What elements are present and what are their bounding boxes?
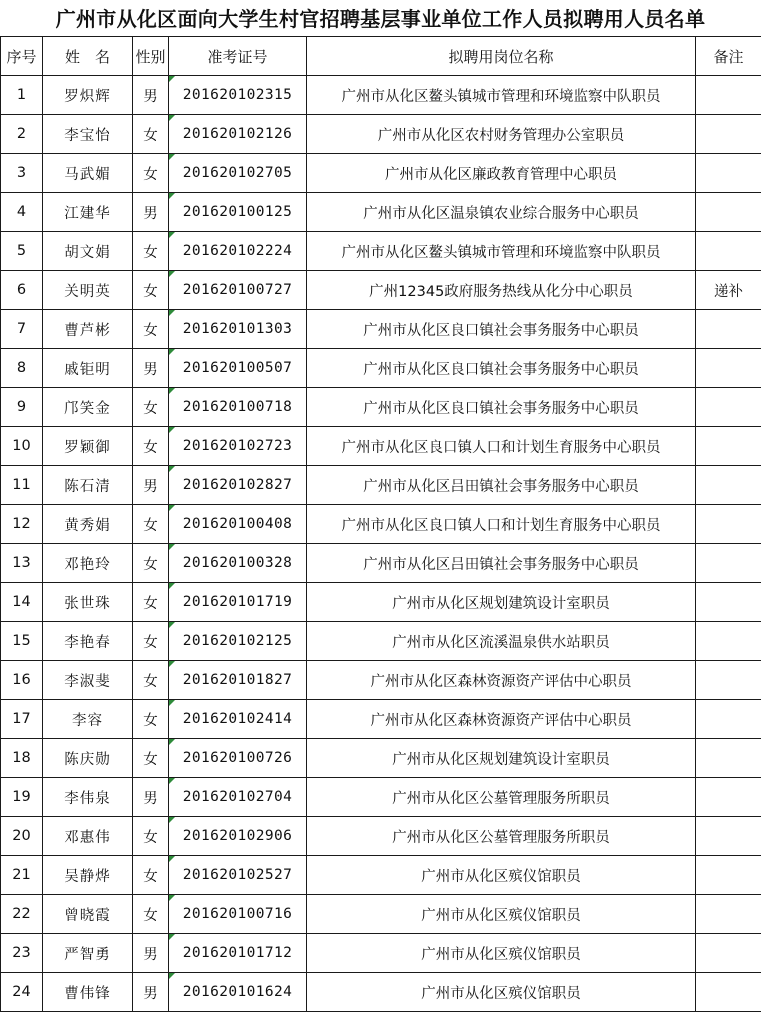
cell-post: 广州市从化区鳌头镇城市管理和环境监察中队职员: [307, 76, 696, 115]
cell-seq: 6: [1, 271, 43, 310]
table-row: [1, 193, 761, 232]
cell-post: 广州市从化区殡仪馆职员: [307, 934, 696, 973]
cell-name: 江建华: [43, 193, 133, 232]
cell-post: 广州市从化区良口镇社会事务服务中心职员: [307, 349, 696, 388]
exam-number-text: 201620100718: [182, 399, 293, 415]
cell-name: 马武媚: [43, 154, 133, 193]
cell-seq: 24: [1, 973, 43, 1012]
cell-flag-icon: [169, 232, 175, 238]
cell-flag-icon: [169, 544, 175, 550]
cell-post: 广州市从化区规划建筑设计室职员: [307, 583, 696, 622]
exam-number-text: 201620100716: [182, 906, 293, 922]
table-row: [1, 388, 761, 427]
cell-post: 广州市从化区鳌头镇城市管理和环境监察中队职员: [307, 232, 696, 271]
cell-name: 罗炽辉: [43, 76, 133, 115]
cell-flag-icon: [169, 349, 175, 355]
cell-post: 广州市从化区良口镇社会事务服务中心职员: [307, 388, 696, 427]
cell-post: 广州市从化区吕田镇社会事务服务中心职员: [307, 544, 696, 583]
cell-gender: 女: [133, 232, 169, 271]
cell-name: 曹芦彬: [43, 310, 133, 349]
cell-exam-no: [169, 349, 307, 388]
cell-flag-icon: [169, 310, 175, 316]
cell-exam-no: [169, 856, 307, 895]
cell-remark: [696, 661, 761, 700]
cell-remark: [696, 895, 761, 934]
cell-name: 李淑斐: [43, 661, 133, 700]
cell-exam-no: [169, 778, 307, 817]
cell-gender: 女: [133, 271, 169, 310]
table-row: [1, 505, 761, 544]
cell-name: 邓惠伟: [43, 817, 133, 856]
cell-name: 李伟泉: [43, 778, 133, 817]
cell-exam-no: [169, 895, 307, 934]
exam-number-text: 201620100507: [182, 360, 293, 376]
cell-remark: [696, 232, 761, 271]
column-header-exam-no: 准考证号: [169, 37, 307, 76]
exam-number-text: 201620100726: [182, 750, 293, 766]
cell-gender: 女: [133, 622, 169, 661]
cell-remark: [696, 973, 761, 1012]
table-row: [1, 778, 761, 817]
cell-remark: [696, 583, 761, 622]
table-row: [1, 700, 761, 739]
cell-exam-no: [169, 622, 307, 661]
cell-post: 广州市从化区廉政教育管理中心职员: [307, 154, 696, 193]
exam-number-text: 201620100125: [182, 204, 293, 220]
exam-number-text: 201620102125: [182, 633, 293, 649]
cell-name: 邝笑金: [43, 388, 133, 427]
cell-remark: [696, 154, 761, 193]
cell-gender: 女: [133, 583, 169, 622]
cell-flag-icon: [169, 466, 175, 472]
cell-exam-no: [169, 388, 307, 427]
cell-remark: [696, 505, 761, 544]
table-row: [1, 544, 761, 583]
exam-number-text: 201620102827: [182, 477, 293, 493]
cell-name: 李艳春: [43, 622, 133, 661]
page-title: 广州市从化区面向大学生村官招聘基层事业单位工作人员拟聘用人员名单: [55, 7, 706, 31]
table-row: [1, 76, 761, 115]
cell-post: 广州市从化区殡仪馆职员: [307, 973, 696, 1012]
cell-gender: 女: [133, 739, 169, 778]
table-row: [1, 271, 761, 310]
cell-flag-icon: [169, 739, 175, 745]
cell-gender: 女: [133, 700, 169, 739]
table-row: [1, 349, 761, 388]
cell-seq: 9: [1, 388, 43, 427]
cell-exam-no: [169, 427, 307, 466]
cell-name: 张世珠: [43, 583, 133, 622]
cell-exam-no: [169, 700, 307, 739]
cell-exam-no: [169, 154, 307, 193]
cell-post: 广州市从化区殡仪馆职员: [307, 856, 696, 895]
cell-flag-icon: [169, 427, 175, 433]
table-row: [1, 895, 761, 934]
cell-post: 广州市从化区森林资源资产评估中心职员: [307, 700, 696, 739]
cell-flag-icon: [169, 856, 175, 862]
cell-exam-no: [169, 115, 307, 154]
exam-number-text: 201620101624: [182, 984, 293, 1000]
cell-remark: [696, 817, 761, 856]
cell-remark: [696, 778, 761, 817]
cell-remark: [696, 856, 761, 895]
cell-exam-no: [169, 76, 307, 115]
cell-gender: 男: [133, 76, 169, 115]
table-row: [1, 739, 761, 778]
exam-number-text: 201620102723: [182, 438, 293, 454]
cell-gender: 男: [133, 973, 169, 1012]
cell-flag-icon: [169, 505, 175, 511]
exam-number-text: 201620101719: [182, 594, 293, 610]
cell-name: 黄秀娟: [43, 505, 133, 544]
table-row: [1, 973, 761, 1012]
exam-number-text: 201620102315: [182, 87, 293, 103]
cell-seq: 22: [1, 895, 43, 934]
cell-flag-icon: [169, 817, 175, 823]
cell-post: 广州市从化区良口镇社会事务服务中心职员: [307, 310, 696, 349]
exam-number-text: 201620102704: [182, 789, 293, 805]
exam-number-text: 201620102224: [182, 243, 293, 259]
table-row: [1, 115, 761, 154]
cell-seq: 13: [1, 544, 43, 583]
cell-post: 广州市从化区规划建筑设计室职员: [307, 739, 696, 778]
exam-number-text: 201620100727: [182, 282, 293, 298]
cell-remark: [696, 349, 761, 388]
cell-name: 李宝怡: [43, 115, 133, 154]
cell-remark: [696, 739, 761, 778]
cell-exam-no: [169, 817, 307, 856]
cell-gender: 女: [133, 427, 169, 466]
cell-exam-no: [169, 973, 307, 1012]
cell-gender: 男: [133, 466, 169, 505]
cell-remark: [696, 388, 761, 427]
cell-flag-icon: [169, 895, 175, 901]
exam-number-text: 201620101827: [182, 672, 293, 688]
exam-number-text: 201620102126: [182, 126, 293, 142]
cell-flag-icon: [169, 76, 175, 82]
exam-number-text: 201620102527: [182, 867, 293, 883]
cell-gender: 男: [133, 349, 169, 388]
cell-seq: 21: [1, 856, 43, 895]
cell-exam-no: [169, 739, 307, 778]
cell-post: 广州市从化区森林资源资产评估中心职员: [307, 661, 696, 700]
exam-number-text: 201620100328: [182, 555, 293, 571]
roster-table: [0, 36, 761, 1012]
cell-gender: 男: [133, 778, 169, 817]
cell-seq: 11: [1, 466, 43, 505]
cell-exam-no: [169, 271, 307, 310]
cell-post: 广州市从化区温泉镇农业综合服务中心职员: [307, 193, 696, 232]
cell-gender: 女: [133, 505, 169, 544]
cell-exam-no: [169, 505, 307, 544]
exam-number-text: 201620102906: [182, 828, 293, 844]
cell-seq: 23: [1, 934, 43, 973]
cell-seq: 1: [1, 76, 43, 115]
cell-name: 严智勇: [43, 934, 133, 973]
table-row: [1, 934, 761, 973]
cell-seq: 19: [1, 778, 43, 817]
cell-name: 胡文娟: [43, 232, 133, 271]
exam-number-text: 201620101303: [182, 321, 293, 337]
table-row: [1, 661, 761, 700]
cell-remark: 递补: [696, 271, 761, 310]
table-row: [1, 466, 761, 505]
cell-post: 广州12345政府服务热线从化分中心职员: [307, 271, 696, 310]
cell-remark: [696, 76, 761, 115]
cell-seq: 15: [1, 622, 43, 661]
cell-seq: 4: [1, 193, 43, 232]
cell-flag-icon: [169, 934, 175, 940]
table-row: [1, 622, 761, 661]
column-header-gender: 性别: [133, 37, 169, 76]
cell-remark: [696, 310, 761, 349]
cell-seq: 12: [1, 505, 43, 544]
column-header-name: 姓 名: [43, 37, 133, 76]
cell-gender: 女: [133, 154, 169, 193]
cell-flag-icon: [169, 271, 175, 277]
cell-name: 吴静烨: [43, 856, 133, 895]
roster-body: [1, 76, 761, 1012]
exam-number-text: 201620100408: [182, 516, 293, 532]
cell-gender: 女: [133, 856, 169, 895]
cell-exam-no: [169, 466, 307, 505]
cell-gender: 女: [133, 310, 169, 349]
column-header-seq: 序号: [1, 37, 43, 76]
cell-name: 罗颖御: [43, 427, 133, 466]
cell-gender: 女: [133, 817, 169, 856]
cell-flag-icon: [169, 661, 175, 667]
cell-exam-no: [169, 193, 307, 232]
table-row: [1, 310, 761, 349]
cell-seq: 18: [1, 739, 43, 778]
cell-gender: 女: [133, 388, 169, 427]
cell-name: 李容: [43, 700, 133, 739]
cell-post: 广州市从化区流溪温泉供水站职员: [307, 622, 696, 661]
cell-name: 陈石清: [43, 466, 133, 505]
cell-gender: 女: [133, 895, 169, 934]
cell-exam-no: [169, 310, 307, 349]
cell-remark: [696, 700, 761, 739]
cell-remark: [696, 544, 761, 583]
column-header-remark: 备注: [696, 37, 761, 76]
cell-seq: 16: [1, 661, 43, 700]
cell-seq: 10: [1, 427, 43, 466]
cell-gender: 女: [133, 544, 169, 583]
cell-flag-icon: [169, 115, 175, 121]
cell-seq: 2: [1, 115, 43, 154]
cell-remark: [696, 466, 761, 505]
cell-name: 曾晓霞: [43, 895, 133, 934]
cell-exam-no: [169, 583, 307, 622]
cell-flag-icon: [169, 154, 175, 160]
table-header-row: [1, 37, 761, 76]
cell-remark: [696, 427, 761, 466]
cell-name: 邓艳玲: [43, 544, 133, 583]
cell-gender: 女: [133, 661, 169, 700]
cell-seq: 8: [1, 349, 43, 388]
column-header-post: 拟聘用岗位名称: [307, 37, 696, 76]
cell-seq: 14: [1, 583, 43, 622]
cell-exam-no: [169, 661, 307, 700]
cell-post: 广州市从化区良口镇人口和计划生育服务中心职员: [307, 427, 696, 466]
cell-seq: 7: [1, 310, 43, 349]
cell-remark: [696, 115, 761, 154]
cell-post: 广州市从化区农村财务管理办公室职员: [307, 115, 696, 154]
cell-flag-icon: [169, 583, 175, 589]
cell-seq: 5: [1, 232, 43, 271]
table-row: [1, 232, 761, 271]
cell-post: 广州市从化区良口镇人口和计划生育服务中心职员: [307, 505, 696, 544]
exam-number-text: 201620101712: [182, 945, 293, 961]
cell-post: 广州市从化区公墓管理服务所职员: [307, 778, 696, 817]
cell-remark: [696, 193, 761, 232]
cell-gender: 女: [133, 115, 169, 154]
cell-flag-icon: [169, 193, 175, 199]
cell-remark: [696, 622, 761, 661]
exam-number-text: 201620102705: [182, 165, 293, 181]
cell-gender: 男: [133, 934, 169, 973]
cell-flag-icon: [169, 973, 175, 979]
cell-exam-no: [169, 544, 307, 583]
cell-seq: 3: [1, 154, 43, 193]
cell-name: 曹伟锋: [43, 973, 133, 1012]
cell-remark: [696, 934, 761, 973]
table-row: [1, 154, 761, 193]
cell-flag-icon: [169, 388, 175, 394]
cell-flag-icon: [169, 700, 175, 706]
table-row: [1, 583, 761, 622]
cell-post: 广州市从化区吕田镇社会事务服务中心职员: [307, 466, 696, 505]
exam-number-text: 201620102414: [182, 711, 293, 727]
cell-gender: 男: [133, 193, 169, 232]
table-row: [1, 427, 761, 466]
cell-post: 广州市从化区殡仪馆职员: [307, 895, 696, 934]
cell-name: 陈庆勋: [43, 739, 133, 778]
table-row: [1, 856, 761, 895]
cell-exam-no: [169, 934, 307, 973]
cell-flag-icon: [169, 622, 175, 628]
table-row: [1, 817, 761, 856]
cell-exam-no: [169, 232, 307, 271]
cell-seq: 20: [1, 817, 43, 856]
cell-name: 关明英: [43, 271, 133, 310]
cell-name: 戚钜明: [43, 349, 133, 388]
cell-seq: 17: [1, 700, 43, 739]
cell-flag-icon: [169, 778, 175, 784]
cell-post: 广州市从化区公墓管理服务所职员: [307, 817, 696, 856]
